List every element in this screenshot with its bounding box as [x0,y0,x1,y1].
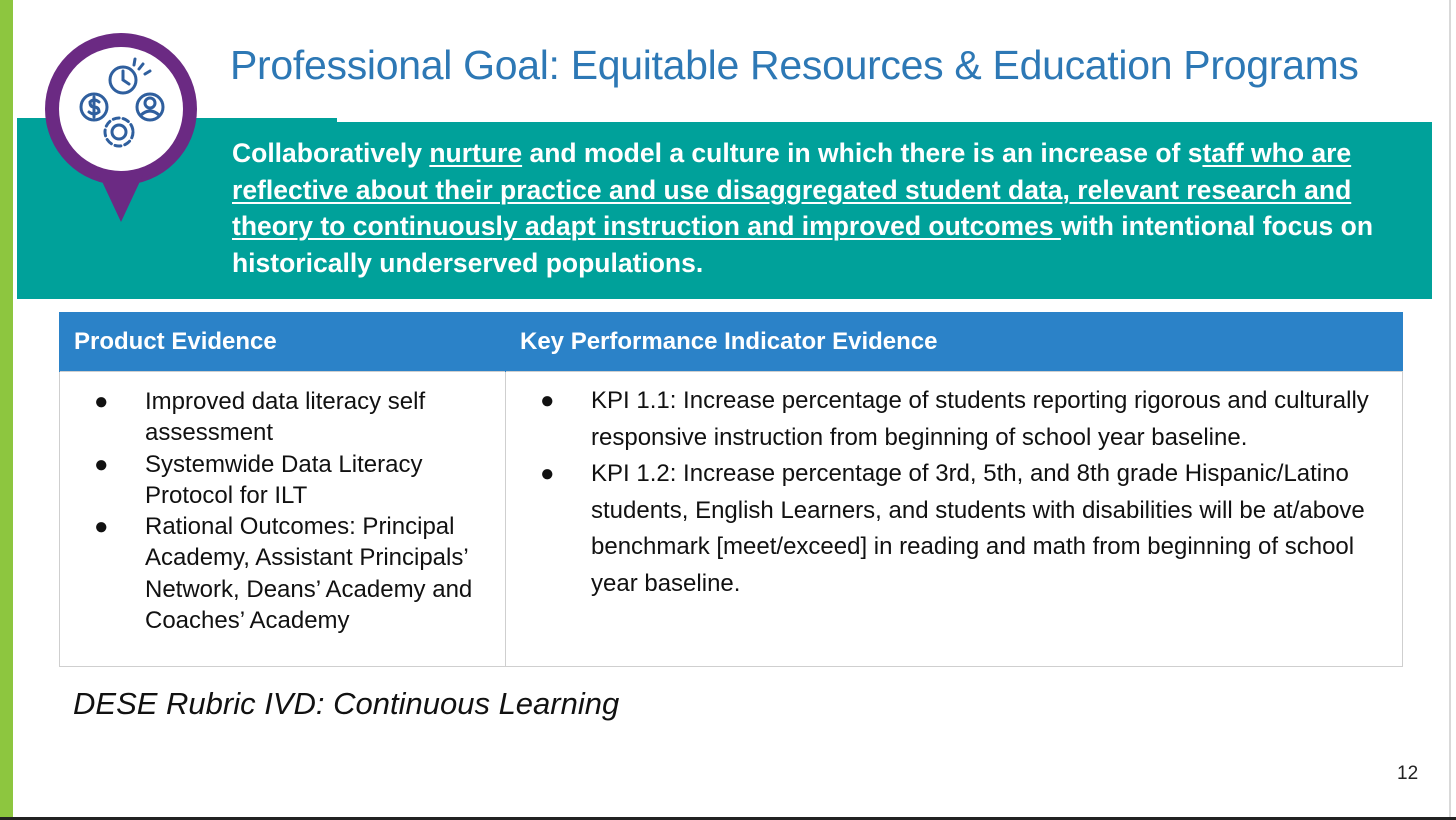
goal-segment: and model a culture in which there is an increase of s [522,138,1203,168]
list-item: ● Systemwide Data Literacy Protocol for ILT [94,450,423,509]
product-evidence-cell [60,372,506,667]
header-product-evidence: Product Evidence [60,312,506,372]
list-item: ● Rational Outcomes: Principal Academy, Assistant Principals’ Network, Deans’ Academy and Coaches’ Academy [94,513,473,635]
evidence-table [59,312,1403,667]
accent-bar [0,0,13,820]
list-item: ● KPI 1.1: Increase percentage of students reporting rigorous and culturally responsive instruction from beginning of school year baseline. [540,387,1369,451]
goal-statement [232,135,1402,281]
goal-segment: Collaboratively [232,138,430,168]
slide-title: Professional Goal: Equitable Resources & Education Programs [230,42,1359,88]
kpi-evidence-cell [506,372,1403,667]
page-number: 12 [1397,763,1419,784]
goal-segment: taff who are reflective about their practice and use disaggregated student data, relevant research and theory to continuously adapt instruction and improved outcomes [232,138,1352,241]
rubric-label: DESE Rubric IVD: Continuous Learning [73,686,620,721]
list-item: ● KPI 1.2: Increase percentage of 3rd, 5th, and 8th grade Hispanic/Latino students, English Learners, and students with disabilities will be at/above benchmark [meet/exceed] in reading and math from beginning of school year baseline. [540,460,1365,597]
goal-segment: nurture [429,138,523,168]
slide-edge [1449,0,1451,820]
header-kpi-evidence: Key Performance Indicator Evidence [506,312,1403,372]
goal-segment: with intentional focus on historically underserved populations. [232,211,1374,278]
goal-pin-icon [37,25,209,225]
list-item: ● Improved data literacy self assessment [94,388,426,447]
